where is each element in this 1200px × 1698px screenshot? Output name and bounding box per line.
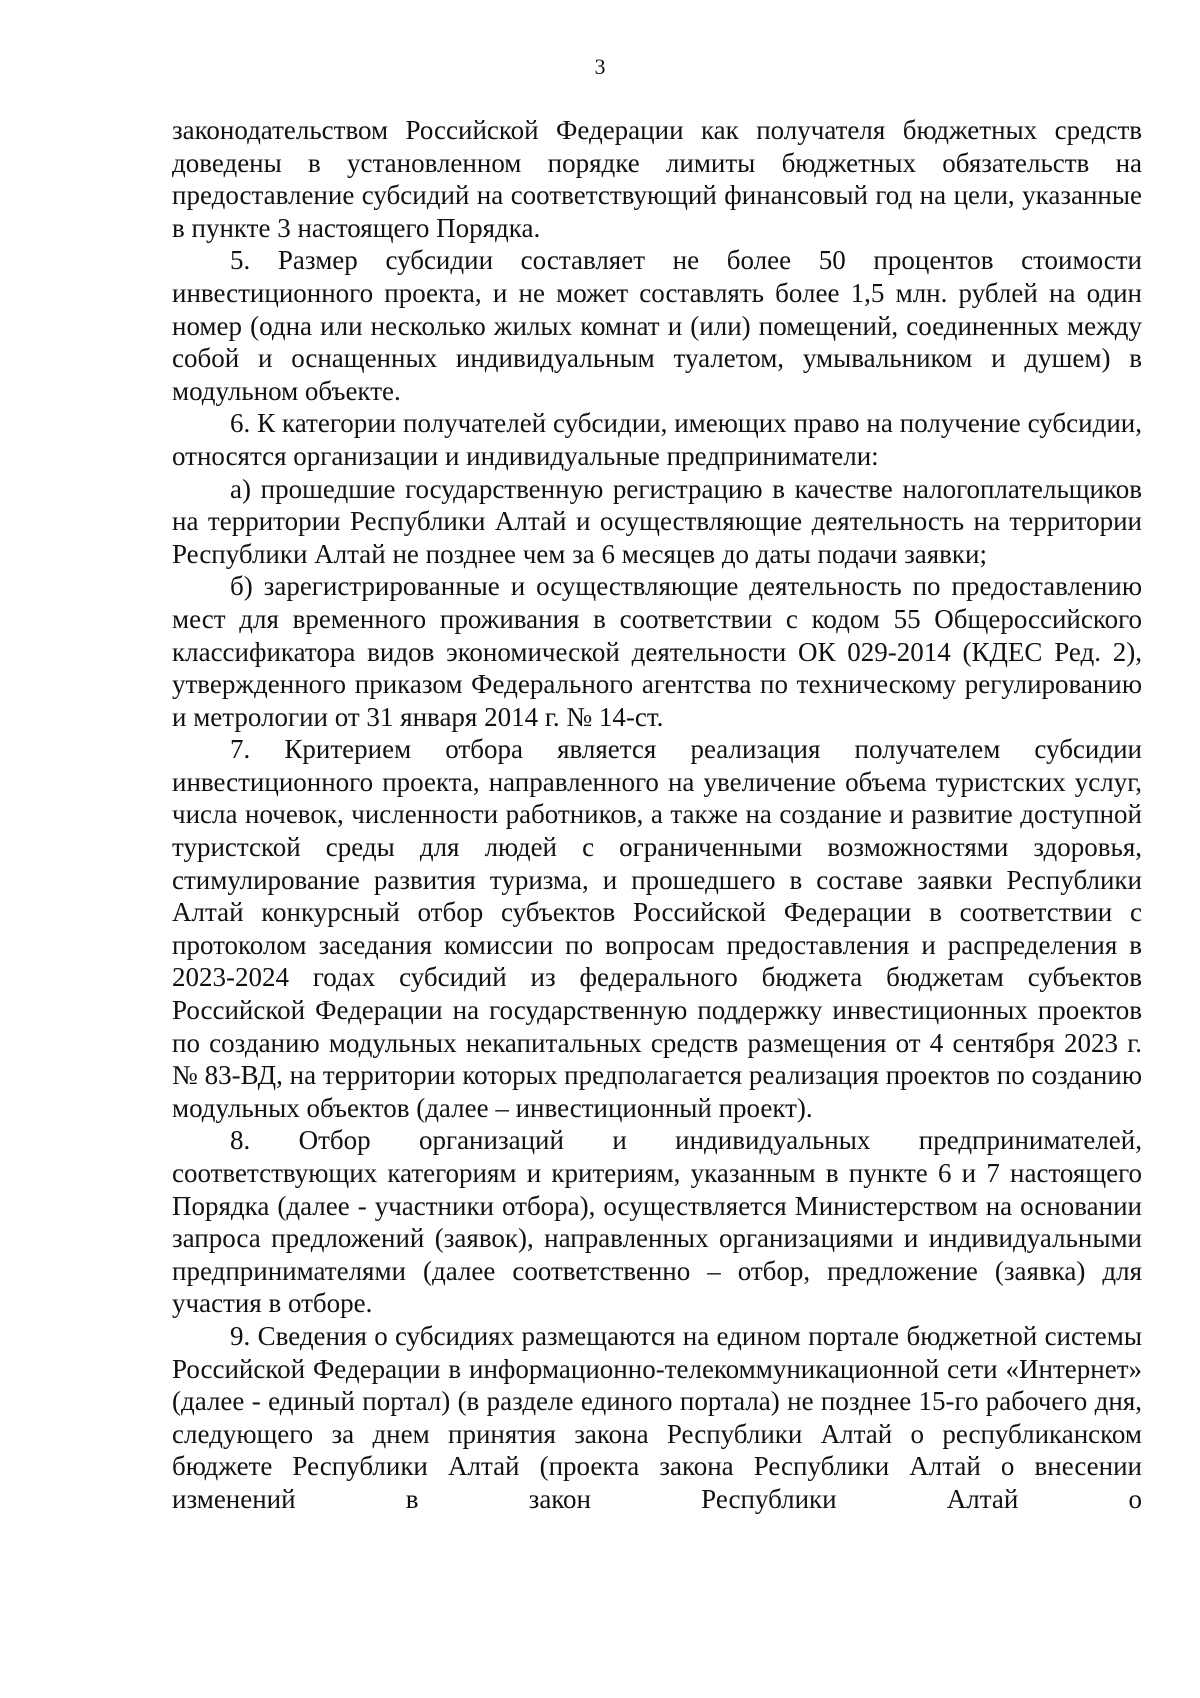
paragraph-continuation: законодательством Российской Федерации как получателя бюджетных средств доведены в установленном порядке лимиты бюджетных обязательств на предоставление субсидий на соответствующий финансовый год на цели, указанные в пункте 3 настоящего Порядка. — [172, 115, 1142, 243]
paragraph-item-8: 8. Отбор организаций и индивидуальных предпринимателей, соответствующих категориям и критериям, указанным в пункте 6 и 7 настоящего Порядка (далее - участники отбора), осуществляется Министерством на основании запроса предложений (заявок), направленных организациями и индивидуальными предпринимателями (далее соответственно – отбор, предложение (заявка) для участия в отборе. — [172, 1125, 1142, 1319]
document-body — [172, 114, 1142, 1516]
paragraph-item-5: 5. Размер субсидии составляет не более 50 процентов стоимости инвестиционного проекта, и не может составлять более 1,5 млн. рублей на один номер (одна или несколько жилых комнат и (или) помещений, соединенных между собой и оснащенных индивидуальным туалетом, умывальником и душем) в модульном объекте. — [172, 245, 1142, 406]
paragraph-item-6: 6. К категории получателей субсидии, имеющих право на получение субсидии, относятся организации и индивидуальные предприниматели: — [172, 408, 1142, 471]
paragraph-item-6b: б) зарегистрированные и осуществляющие деятельность по предоставлению мест для временного проживания в соответствии с кодом 55 Общероссийского классификатора видов экономической деятельности ОК 029-2014 (КДЕС Ред. 2), утвержденного приказом Федерального агентства по техническому регулированию и метрологии от 31 января 2014 г. № 14-ст. — [172, 571, 1142, 732]
paragraph-item-9: 9. Сведения о субсидиях размещаются на едином портале бюджетной системы Российской Федерации в информационно-телекоммуникационной сети «Интернет» (далее - единый портал) (в разделе единого портала) не позднее 15-го рабочего дня, следующего за днем принятия закона Республики Алтай о республиканском бюджете Республики Алтай (проекта закона Республики Алтай о внесении изменений в закон Республики Алтай о — [172, 1320, 1142, 1514]
paragraph-item-6a: а) прошедшие государственную регистрацию в качестве налогоплательщиков на территории Республики Алтай и осуществляющие деятельность на территории Республики Алтай не позднее чем за 6 месяцев до даты подачи заявки; — [172, 473, 1142, 569]
paragraph-item-7: 7. Критерием отбора является реализация получателем субсидии инвестиционного проекта, направленного на увеличение объема туристских услуг, числа ночевок, численности работников, а также на создание и развитие доступной туристской среды для людей с ограниченными возможностями здоровья, стимулирование развития туризма, и прошедшего в составе заявки Республики Алтай конкурсный отбор субъектов Российской Федерации в соответствии с протоколом заседания комиссии по вопросам предоставления и распределения в 2023-2024 годах субсидий из федерального бюджета бюджетам субъектов Российской Федерации на государственную поддержку инвестиционных проектов по созданию модульных некапитальных средств размещения от 4 сентября 2023 г. № 83-ВД, на территории которых предполагается реализация проектов по созданию модульных объектов (далее – инвестиционный проект). — [172, 734, 1142, 1123]
page-number: 3 — [594, 54, 606, 79]
